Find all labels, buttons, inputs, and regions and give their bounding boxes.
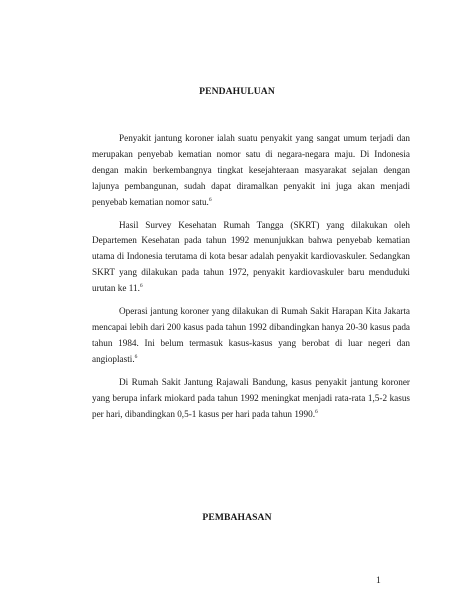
reference-mark: 6: [315, 408, 318, 415]
page-number: 1: [376, 575, 381, 586]
paragraph-text: Hasil Survey Kesehatan Rumah Tangga (SKRT) yang dilakukan oleh Departemen Kesehatan pada tahun 1992 menunjukkan bahwa penyebab kematian utama di Indonesia terutama di kota besar adalah penyakit kardiovaskuler. Sedangkan SKRT yang dilakukan pada tahun 1972, penyakit kardiovaskuler baru menduduki urutan ke 11.: [92, 219, 410, 294]
heading-pendahuluan: PENDAHULUAN: [199, 86, 275, 97]
paragraph: [92, 375, 410, 423]
paragraph: [92, 304, 410, 368]
paragraph-text: Penyakit jantung koroner ialah suatu penyakit yang sangat umum terjadi dan merupakan penyebab kematian nomor satu di negara-negara maju. Di Indonesia dengan makin berkembangnya tingkat kesejahteraan masyarakat sejalan dengan lajunya pembangunan, sudah dapat diramalkan penyakit ini juga akan menjadi penyebab kematian nomor satu.: [92, 133, 410, 207]
paragraph: [92, 131, 410, 211]
reference-mark: 6: [139, 283, 143, 290]
body-text: [92, 131, 410, 422]
reference-mark: 6: [208, 196, 212, 203]
reference-mark: 6: [134, 353, 138, 360]
paragraph-text: Di Rumah Sakit Jantung Rajawali Bandung, kasus penyakit jantung koroner yang berupa infark miokard pada tahun 1992 meningkat menjadi rata-rata 1,5-2 kasus per hari, dibandingkan 0,5-1 kasus per hari pada tahun 1990.: [92, 376, 410, 419]
paragraph: [92, 218, 410, 298]
heading-pembahasan: PEMBAHASAN: [202, 512, 272, 523]
paragraph-text: Operasi jantung koroner yang dilakukan di Rumah Sakit Harapan Kita Jakarta mencapai lebih dari 200 kasus pada tahun 1992 dibandingkan hanya 20-30 kasus pada tahun 1984. Ini belum termasuk kasus-kasus yang berobat di luar negeri dan angioplasti.: [92, 306, 410, 364]
